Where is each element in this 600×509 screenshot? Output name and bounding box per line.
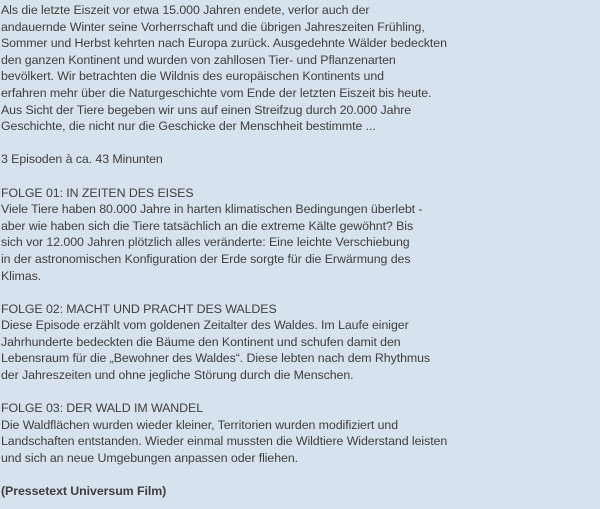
intro-paragraph: [1, 2, 600, 135]
text-line: bevölkert. Wir betrachten die Wildnis des europäischen Kontinents und: [1, 69, 384, 84]
text-line: andauernde Winter seine Vorherrschaft und die übrigen Jahreszeiten Frühling,: [1, 19, 425, 34]
text-line: Die Waldflächen wurden wieder kleiner, Territorien wurden modifiziert und: [1, 417, 399, 432]
text-line: der Jahreszeiten und ohne jegliche Störung durch die Menschen.: [1, 368, 354, 383]
episode-3-paragraph: [1, 400, 600, 466]
text-line: Als die letzte Eiszeit vor etwa 15.000 Jahren endete, verlor auch der: [1, 3, 370, 17]
text-line: sich vor 12.000 Jahren plötzlich alles veränderte: Eine leichte Verschiebung: [1, 235, 410, 250]
text-line: erfahren mehr über die Naturgeschichte vom Ende der letzten Eiszeit bis heute.: [1, 85, 432, 100]
text-line: aber wie haben sich die Tiere tatsächlich an die extreme Kälte gewöhnt? Bis: [1, 218, 414, 233]
text-line: Jahrhunderte bedeckten die Bäume den Kontinent und schufen damit den: [1, 334, 401, 349]
text-line: Viele Tiere haben 80.000 Jahre in harten klimatischen Bedingungen überlebt -: [1, 202, 423, 217]
press-credit: (Pressetext Universum Film): [1, 484, 167, 499]
text-line: Sommer und Herbst kehrten nach Europa zurück. Ausgedehnte Wälder bedeckten: [1, 36, 447, 51]
text-line: den ganzen Kontinent und wurden von zahllosen Tier- und Pflanzenarten: [1, 52, 396, 67]
text-line: in der astronomischen Konfiguration der Erde sorgte für die Erwärmung des: [1, 251, 411, 266]
text-line: und sich an neue Umgebungen anpassen oder fliehen.: [1, 451, 299, 466]
text-line: Diese Episode erzählt vom goldenen Zeitalter des Waldes. Im Laufe einiger: [1, 318, 409, 333]
episodes-info: [1, 151, 600, 168]
text-line: Klimas.: [1, 268, 42, 283]
text-line: Geschichte, die nicht nur die Geschicke der Menschheit bestimmte ...: [1, 119, 376, 134]
episode-2-paragraph: [1, 301, 600, 384]
text-line: Landschaften entstanden. Wieder einmal mussten die Wildtiere Widerstand leisten: [1, 434, 448, 449]
text-line: Lebensraum für die „Bewohner des Waldes“. Diese lebten nach dem Rhythmus: [1, 351, 431, 366]
episode-2-title: FOLGE 02: MACHT UND PRACHT DES WALDES: [1, 301, 277, 316]
episode-1-paragraph: [1, 185, 600, 285]
episode-1-title: FOLGE 01: IN ZEITEN DES EISES: [1, 185, 194, 200]
text-line: 3 Episoden à ca. 43 Minunten: [1, 152, 163, 167]
episode-3-title: FOLGE 03: DER WALD IM WANDEL: [1, 401, 204, 416]
text-line: Aus Sicht der Tiere begeben wir uns auf einen Streifzug durch 20.000 Jahre: [1, 102, 412, 117]
